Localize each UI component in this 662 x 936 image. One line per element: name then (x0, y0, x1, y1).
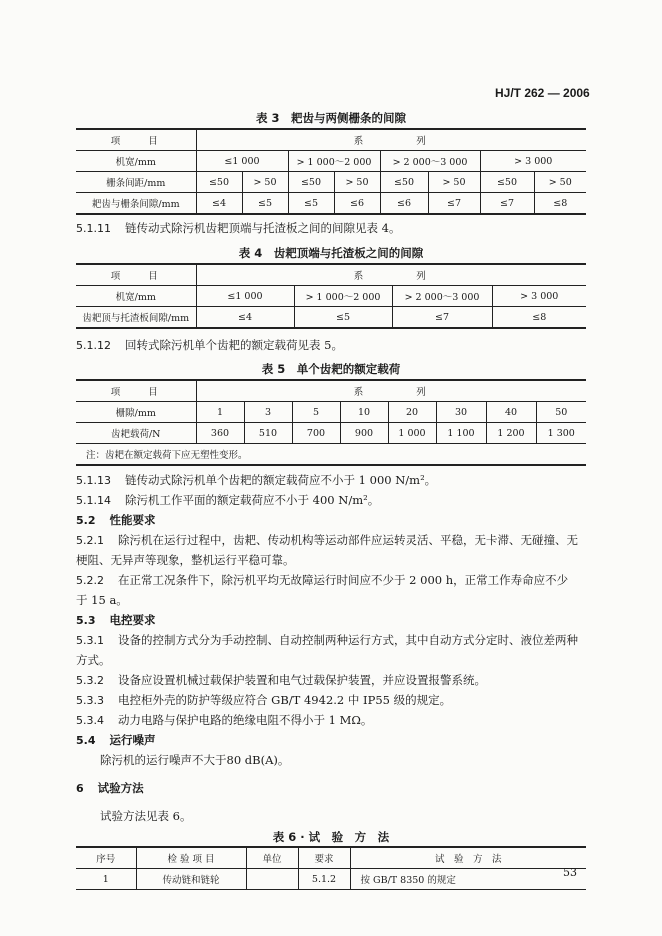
cell: 1 200 (486, 423, 536, 444)
table4-caption: 表 4 齿耙顶端与托渣板之间的间隙 (238, 246, 424, 260)
table5-caption: 表 5 单个齿耙的额定载荷 (261, 362, 401, 376)
cell: ≤50 (196, 172, 242, 193)
para-5-1-11: 5.1.11 链传动式除污机齿耙顶端与托渣板之间的间隙见表 4。 (76, 221, 401, 235)
cell: > 2 000～3 000 (380, 151, 480, 172)
row-label: 齿耙载荷/N (76, 423, 196, 444)
cell: 700 (292, 423, 340, 444)
page-number: 53 (563, 866, 577, 879)
cell: 510 (244, 423, 292, 444)
cell: ≤6 (334, 193, 380, 215)
row-label: 栅条间距/mm (76, 172, 196, 193)
table6 (76, 846, 586, 890)
cell: > 1 000～2 000 (294, 286, 392, 307)
para-5-2-1-cont: 梗阻、无异声等现象，整机运行平稳可靠。 (76, 553, 295, 567)
para-5-2-2-cont: 于 15 a。 (76, 593, 128, 607)
table-row (76, 286, 586, 307)
series-head: 系 列 (196, 129, 586, 151)
cell: 1 300 (536, 423, 586, 444)
para-5-1-12: 5.1.12 回转式除污机单个齿耙的额定载荷见表 5。 (76, 338, 343, 352)
para-5-2-2: 5.2.2 在正常工况条件下，除污机平均无故障运行时间应不少于 2 000 h，正常工作寿命应不少 (76, 573, 569, 587)
table5 (76, 379, 586, 466)
cell: > 3 000 (492, 286, 586, 307)
cell: ≤5 (242, 193, 288, 215)
table-row (76, 444, 586, 466)
cell: ≤6 (380, 193, 428, 215)
table-row (76, 129, 586, 151)
para-5-4: 除污机的运行噪声不大于80 dB(A)。 (100, 753, 290, 767)
cell: ≤7 (428, 193, 480, 215)
row-label: 机宽/mm (76, 286, 196, 307)
para-5-3-2: 5.3.2 设备应设置机械过载保护装置和电气过载保护装置，并应设置报警系统。 (76, 673, 486, 687)
cell: 1 (196, 402, 244, 423)
section-6-heading: 6 试验方法 (76, 781, 144, 795)
header-cell: 检 验 项 目 (136, 847, 246, 869)
cell: ≤50 (480, 172, 534, 193)
table-row (76, 151, 586, 172)
section-5-4-heading: 5.4 运行噪声 (76, 733, 156, 747)
para-5-1-13: 5.1.13 链传动式除污机单个齿耙的额定载荷应不小于 1 000 N/m²。 (76, 473, 437, 487)
header-cell: 试 验 方 法 (350, 847, 586, 869)
cell: ≤4 (196, 307, 294, 329)
cell: ≤50 (288, 172, 334, 193)
col-head: 项 目 (76, 129, 196, 151)
table-row (76, 172, 586, 193)
table-row (76, 402, 586, 423)
cell: > 50 (334, 172, 380, 193)
cell: ≤7 (480, 193, 534, 215)
para-5-3-1-cont: 方式。 (76, 653, 111, 667)
cell: ≤50 (380, 172, 428, 193)
cell: > 2 000～3 000 (392, 286, 492, 307)
cell: 按 GB/T 8350 的规定 (350, 869, 586, 890)
cell (246, 869, 298, 890)
col-head: 项 目 (76, 264, 196, 286)
table-row (76, 264, 586, 286)
header-cell: 单位 (246, 847, 298, 869)
cell: > 50 (242, 172, 288, 193)
table3 (76, 128, 586, 215)
table-row (76, 847, 586, 869)
cell: > 50 (534, 172, 586, 193)
para-6: 试验方法见表 6。 (100, 809, 192, 823)
header-cell: 要求 (298, 847, 350, 869)
table6-caption: 表 6 · 试 验 方 法 (272, 830, 390, 844)
table-row (76, 869, 586, 890)
row-label: 栅隙/mm (76, 402, 196, 423)
para-5-3-1: 5.3.1 设备的控制方式分为手动控制、自动控制两种运行方式，其中自动方式分定时、液位差两种 (76, 633, 578, 647)
cell: 1 000 (388, 423, 436, 444)
table4 (76, 263, 586, 329)
standard-number: HJ/T 262 — 2006 (495, 86, 590, 100)
cell: > 3 000 (480, 151, 586, 172)
table-row (76, 423, 586, 444)
cell: 40 (486, 402, 536, 423)
cell: 传动链和链轮 (136, 869, 246, 890)
cell: 1 (76, 869, 136, 890)
para-5-2-1: 5.2.1 除污机在运行过程中，齿耙、传动机构等运动部件应运转灵活、平稳，无卡滞、无碰撞、无 (76, 533, 578, 547)
table-row (76, 307, 586, 329)
table-row (76, 193, 586, 215)
series-head: 系 列 (196, 264, 586, 286)
cell: 360 (196, 423, 244, 444)
col-head: 项 目 (76, 380, 196, 402)
para-5-1-14: 5.1.14 除污机工作平面的额定载荷应不小于 400 N/m²。 (76, 493, 380, 507)
cell: 5 (292, 402, 340, 423)
para-5-3-3: 5.3.3 电控柜外壳的防护等级应符合 GB/T 4942.2 中 IP55 级的规定。 (76, 693, 452, 707)
header-cell: 序号 (76, 847, 136, 869)
cell: ≤5 (288, 193, 334, 215)
table5-note: 注：齿耙在额定载荷下应无塑性变形。 (76, 444, 586, 466)
section-5-2-heading: 5.2 性能要求 (76, 513, 156, 527)
cell: 30 (436, 402, 486, 423)
cell: 20 (388, 402, 436, 423)
cell: 1 100 (436, 423, 486, 444)
para-5-3-4: 5.3.4 动力电路与保护电路的绝缘电阻不得小于 1 MΩ。 (76, 713, 373, 727)
cell: ≤1 000 (196, 151, 288, 172)
cell: ≤7 (392, 307, 492, 329)
cell: > 1 000～2 000 (288, 151, 380, 172)
cell: 10 (340, 402, 388, 423)
cell: 5.1.2 (298, 869, 350, 890)
row-label: 齿耙顶与托渣板间隙/mm (76, 307, 196, 329)
cell: ≤5 (294, 307, 392, 329)
cell: > 50 (428, 172, 480, 193)
cell: ≤1 000 (196, 286, 294, 307)
section-5-3-heading: 5.3 电控要求 (76, 613, 156, 627)
series-head: 系 列 (196, 380, 586, 402)
row-label: 机宽/mm (76, 151, 196, 172)
cell: ≤4 (196, 193, 242, 215)
cell: 900 (340, 423, 388, 444)
cell: 3 (244, 402, 292, 423)
cell: ≤8 (492, 307, 586, 329)
table3-caption: 表 3 耙齿与两侧栅条的间隙 (255, 111, 406, 125)
cell: 50 (536, 402, 586, 423)
row-label: 耙齿与栅条间隙/mm (76, 193, 196, 215)
cell: ≤8 (534, 193, 586, 215)
table-row (76, 380, 586, 402)
